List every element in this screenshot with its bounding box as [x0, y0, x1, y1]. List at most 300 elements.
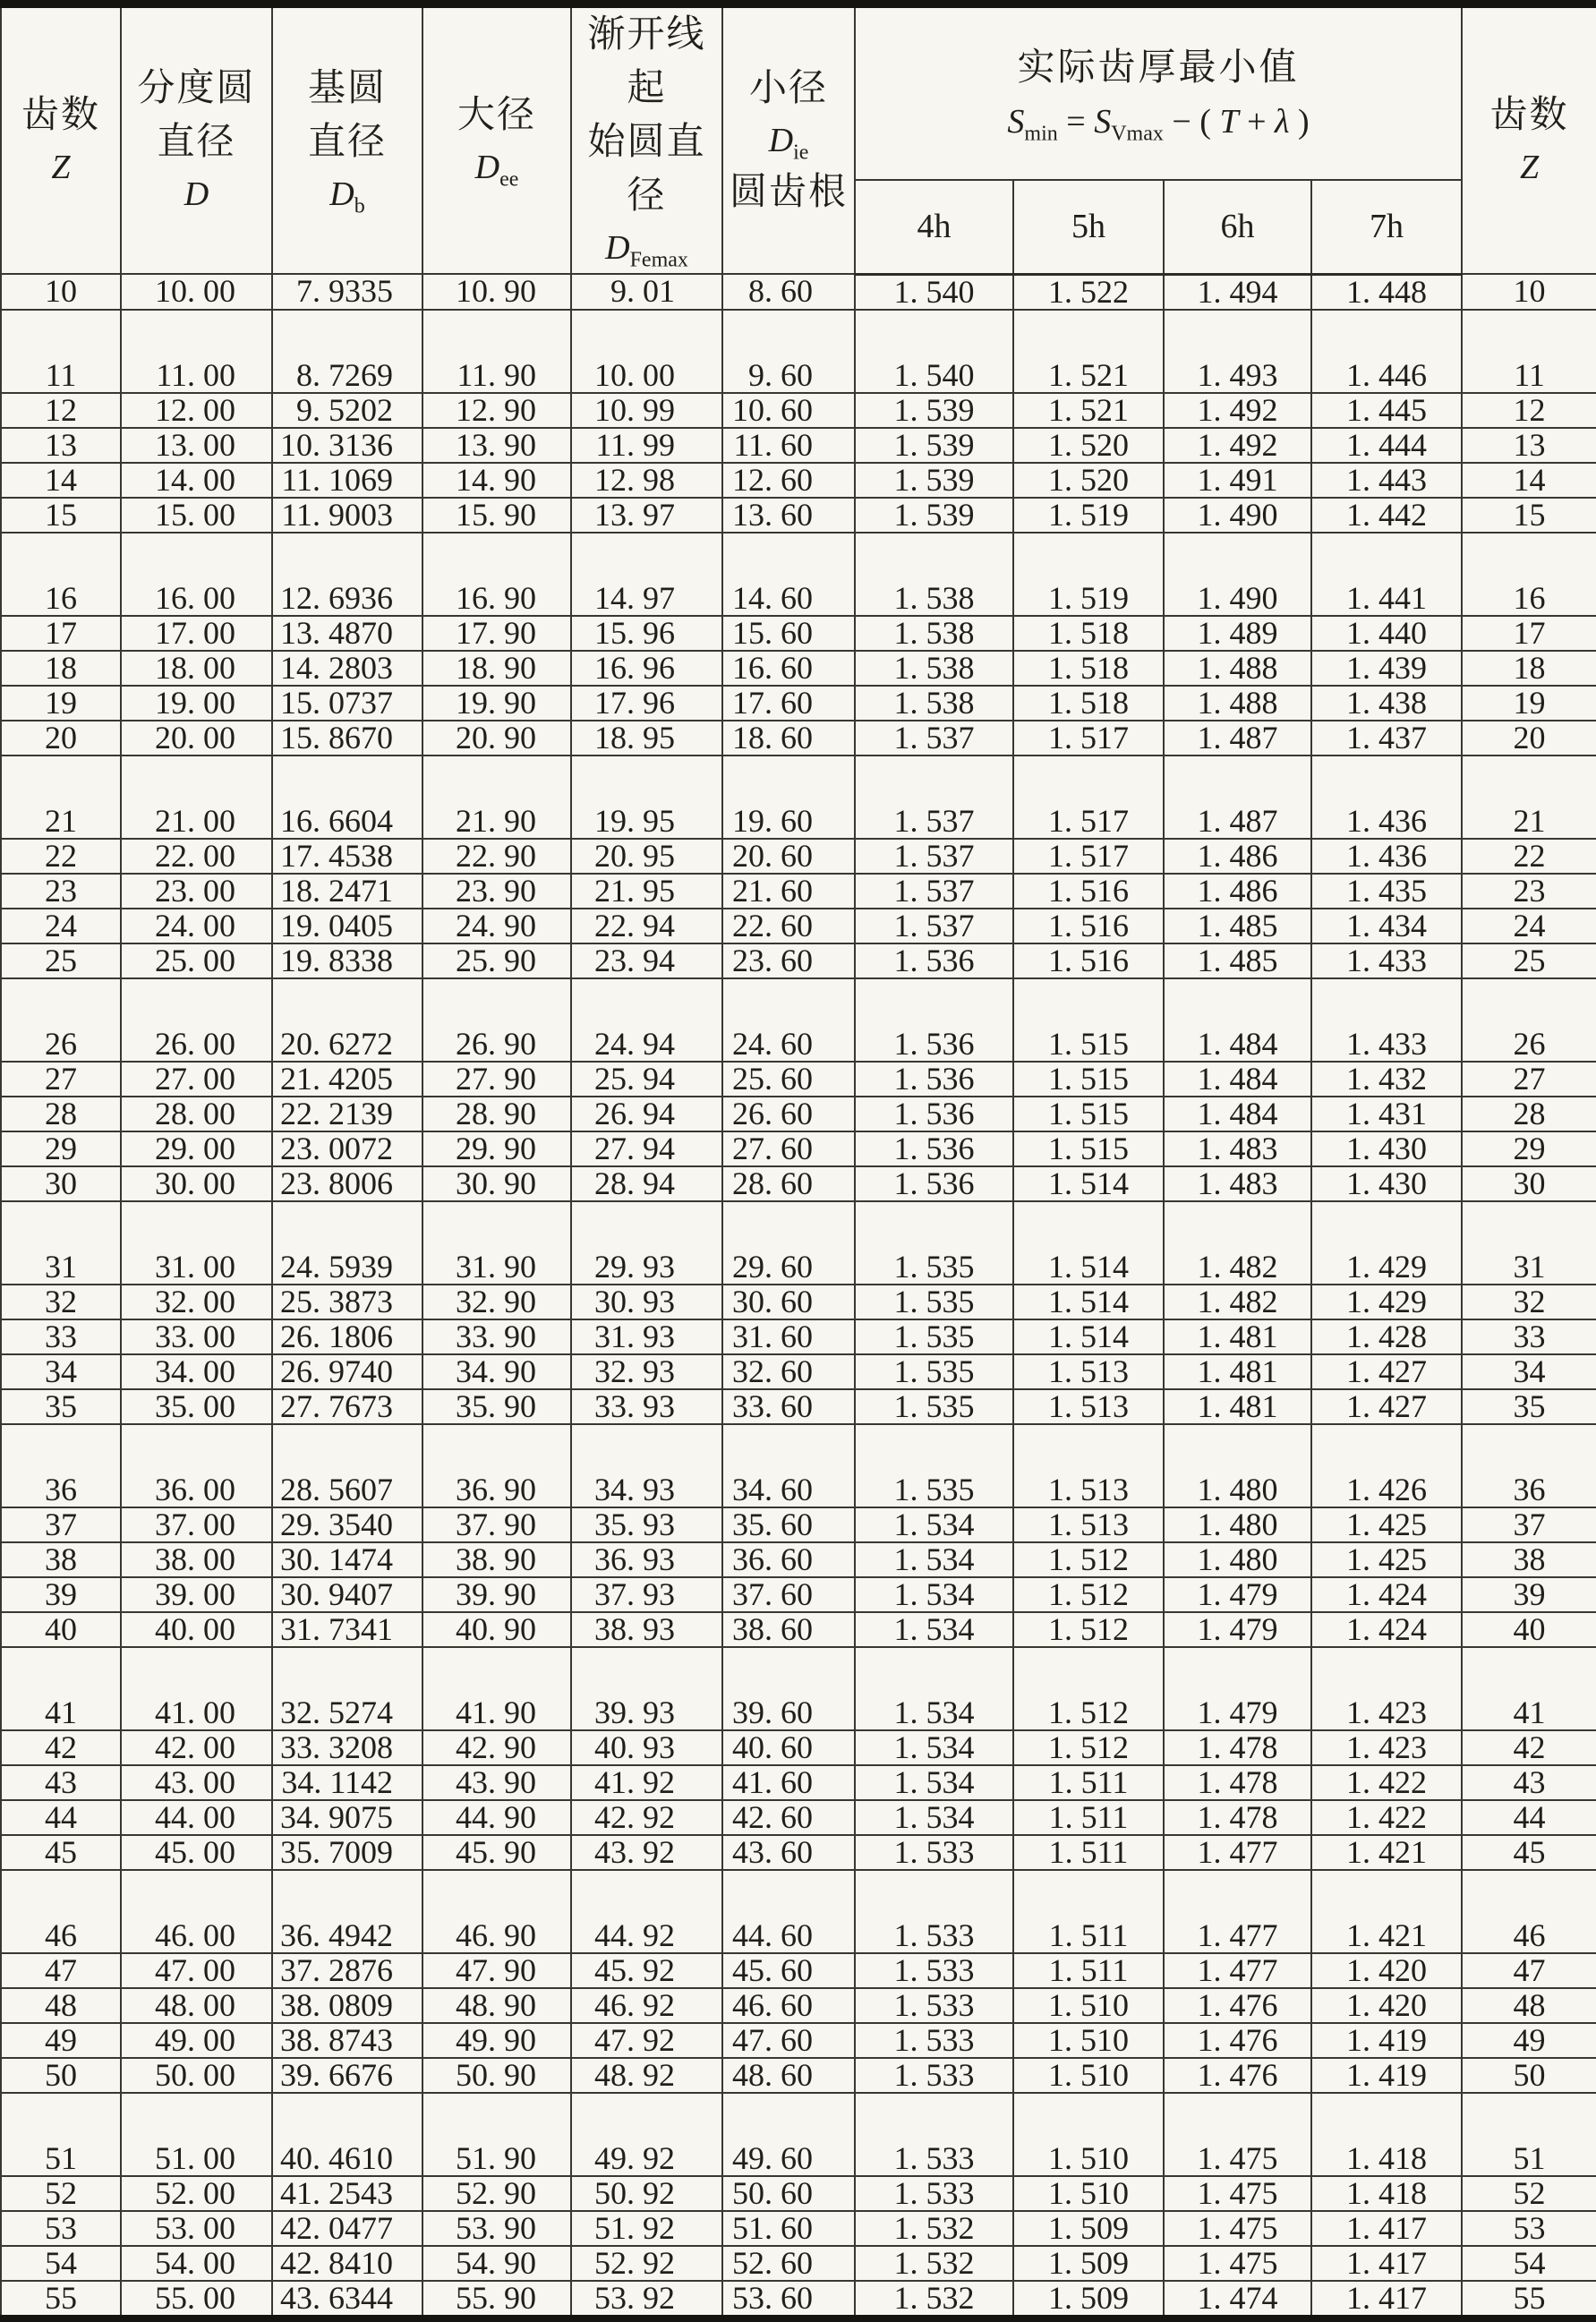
cell-pitch-diameter: 13. 00 — [121, 428, 272, 463]
cell-involute-start-diameter: 34. 93 — [571, 1424, 722, 1507]
cell-major-diameter: 14. 90 — [422, 463, 571, 498]
cell-major-diameter: 19. 90 — [422, 686, 571, 721]
cell-thickness-6h: 1. 489 — [1164, 616, 1311, 651]
cell-thickness-5h: 1. 522 — [1013, 274, 1164, 310]
cell-thickness-4h: 1. 532 — [855, 2281, 1013, 2318]
cell-major-diameter: 27. 90 — [422, 1062, 571, 1097]
cell-involute-start-diameter: 38. 93 — [571, 1612, 722, 1647]
cell-thickness-5h: 1. 512 — [1013, 1647, 1164, 1730]
cell-minor-diameter: 39. 60 — [722, 1647, 855, 1730]
table-body — [1, 274, 1596, 2318]
cell-thickness-7h: 1. 428 — [1311, 1319, 1462, 1354]
cell-thickness-5h: 1. 512 — [1013, 1542, 1164, 1577]
table-row — [1, 1612, 1596, 1647]
cell-involute-start-diameter: 45. 92 — [571, 1953, 722, 1988]
cell-teeth-right: 10 — [1462, 274, 1596, 310]
cell-major-diameter: 24. 90 — [422, 909, 571, 943]
cell-thickness-4h: 1. 537 — [855, 756, 1013, 839]
cell-involute-start-diameter: 27. 94 — [571, 1131, 722, 1166]
cell-minor-diameter: 30. 60 — [722, 1285, 855, 1319]
cell-minor-diameter: 22. 60 — [722, 909, 855, 943]
cell-minor-diameter: 32. 60 — [722, 1354, 855, 1389]
cell-teeth-left: 22 — [1, 839, 121, 874]
cell-thickness-5h: 1. 512 — [1013, 1730, 1164, 1765]
cell-thickness-6h: 1. 481 — [1164, 1354, 1311, 1389]
cell-thickness-4h: 1. 539 — [855, 498, 1013, 533]
cell-thickness-4h: 1. 535 — [855, 1319, 1013, 1354]
cell-major-diameter: 13. 90 — [422, 428, 571, 463]
cell-minor-diameter: 42. 60 — [722, 1800, 855, 1835]
cell-thickness-4h: 1. 537 — [855, 874, 1013, 909]
pitch-label-line1: 分度圆 — [137, 68, 256, 109]
cell-thickness-4h: 1. 535 — [855, 1201, 1013, 1285]
cell-base-diameter: 34. 9075 — [272, 1800, 422, 1835]
cell-thickness-6h: 1. 493 — [1164, 310, 1311, 393]
cell-teeth-right: 36 — [1462, 1424, 1596, 1507]
cell-thickness-7h: 1. 433 — [1311, 978, 1462, 1062]
cell-pitch-diameter: 12. 00 — [121, 393, 272, 428]
cell-pitch-diameter: 43. 00 — [121, 1765, 272, 1800]
cell-pitch-diameter: 29. 00 — [121, 1131, 272, 1166]
cell-thickness-5h: 1. 511 — [1013, 1835, 1164, 1870]
cell-thickness-4h: 1. 536 — [855, 1097, 1013, 1131]
cell-involute-start-diameter: 24. 94 — [571, 978, 722, 1062]
cell-teeth-left: 30 — [1, 1166, 121, 1201]
cell-major-diameter: 11. 90 — [422, 310, 571, 393]
cell-involute-start-diameter: 39. 93 — [571, 1647, 722, 1730]
cell-thickness-4h: 1. 535 — [855, 1389, 1013, 1424]
col-header-grade-4h: 4h — [855, 180, 1013, 274]
cell-teeth-right: 11 — [1462, 310, 1596, 393]
cell-involute-start-diameter: 43. 92 — [571, 1835, 722, 1870]
cell-minor-diameter: 19. 60 — [722, 756, 855, 839]
cell-thickness-5h: 1. 509 — [1013, 2281, 1164, 2318]
cell-thickness-6h: 1. 480 — [1164, 1542, 1311, 1577]
cell-thickness-5h: 1. 513 — [1013, 1389, 1164, 1424]
cell-pitch-diameter: 17. 00 — [121, 616, 272, 651]
cell-thickness-7h: 1. 417 — [1311, 2246, 1462, 2281]
cell-pitch-diameter: 36. 00 — [121, 1424, 272, 1507]
cell-thickness-4h: 1. 537 — [855, 721, 1013, 756]
cell-thickness-7h: 1. 417 — [1311, 2211, 1462, 2246]
cell-pitch-diameter: 10. 00 — [121, 274, 272, 310]
table-row — [1, 1131, 1596, 1166]
cell-teeth-right: 34 — [1462, 1354, 1596, 1389]
cell-thickness-5h: 1. 514 — [1013, 1166, 1164, 1201]
pitch-label-line2: 直径 — [157, 122, 236, 163]
cell-thickness-6h: 1. 488 — [1164, 651, 1311, 686]
cell-major-diameter: 22. 90 — [422, 839, 571, 874]
cell-involute-start-diameter: 37. 93 — [571, 1577, 722, 1612]
cell-minor-diameter: 34. 60 — [722, 1424, 855, 1507]
base-symbol: D — [329, 175, 354, 213]
cell-thickness-4h: 1. 536 — [855, 943, 1013, 978]
cell-teeth-right: 26 — [1462, 978, 1596, 1062]
cell-teeth-right: 17 — [1462, 616, 1596, 651]
cell-minor-diameter: 13. 60 — [722, 498, 855, 533]
cell-major-diameter: 38. 90 — [422, 1542, 571, 1577]
cell-thickness-7h: 1. 435 — [1311, 874, 1462, 909]
cell-pitch-diameter: 41. 00 — [121, 1647, 272, 1730]
cell-teeth-right: 33 — [1462, 1319, 1596, 1354]
cell-thickness-4h: 1. 533 — [855, 2023, 1013, 2058]
cell-teeth-right: 35 — [1462, 1389, 1596, 1424]
table-row — [1, 1166, 1596, 1201]
cell-pitch-diameter: 47. 00 — [121, 1953, 272, 1988]
cell-involute-start-diameter: 21. 95 — [571, 874, 722, 909]
cell-involute-start-diameter: 50. 92 — [571, 2176, 722, 2211]
cell-thickness-6h: 1. 474 — [1164, 2281, 1311, 2318]
cell-thickness-5h: 1. 514 — [1013, 1319, 1164, 1354]
table-row — [1, 1424, 1596, 1507]
cell-thickness-5h: 1. 513 — [1013, 1424, 1164, 1507]
cell-involute-start-diameter: 33. 93 — [571, 1389, 722, 1424]
cell-teeth-right: 47 — [1462, 1953, 1596, 1988]
cell-pitch-diameter: 53. 00 — [121, 2211, 272, 2246]
cell-pitch-diameter: 44. 00 — [121, 1800, 272, 1835]
cell-major-diameter: 31. 90 — [422, 1201, 571, 1285]
cell-teeth-left: 44 — [1, 1800, 121, 1835]
table-row — [1, 274, 1596, 310]
cell-teeth-left: 50 — [1, 2058, 121, 2093]
cell-pitch-diameter: 33. 00 — [121, 1319, 272, 1354]
cell-minor-diameter: 15. 60 — [722, 616, 855, 651]
cell-minor-diameter: 41. 60 — [722, 1765, 855, 1800]
cell-teeth-left: 55 — [1, 2281, 121, 2318]
cell-thickness-4h: 1. 535 — [855, 1354, 1013, 1389]
table-row — [1, 943, 1596, 978]
cell-thickness-6h: 1. 475 — [1164, 2211, 1311, 2246]
cell-minor-diameter: 53. 60 — [722, 2281, 855, 2318]
table-row — [1, 1354, 1596, 1389]
cell-teeth-right: 42 — [1462, 1730, 1596, 1765]
table-row — [1, 2058, 1596, 2093]
table-row — [1, 1577, 1596, 1612]
cell-involute-start-diameter: 26. 94 — [571, 1097, 722, 1131]
cell-base-diameter: 24. 5939 — [272, 1201, 422, 1285]
cell-base-diameter: 32. 5274 — [272, 1647, 422, 1730]
cell-teeth-right: 45 — [1462, 1835, 1596, 1870]
cell-teeth-left: 45 — [1, 1835, 121, 1870]
cell-thickness-6h: 1. 481 — [1164, 1389, 1311, 1424]
table-row — [1, 1389, 1596, 1424]
cell-thickness-5h: 1. 521 — [1013, 310, 1164, 393]
cell-thickness-6h: 1. 480 — [1164, 1424, 1311, 1507]
col-header-major-diameter — [422, 4, 571, 275]
col-header-pitch-diameter — [121, 4, 272, 275]
cell-pitch-diameter: 23. 00 — [121, 874, 272, 909]
cell-thickness-5h: 1. 516 — [1013, 943, 1164, 978]
cell-pitch-diameter: 31. 00 — [121, 1201, 272, 1285]
cell-teeth-left: 24 — [1, 909, 121, 943]
cell-involute-start-diameter: 10. 00 — [571, 310, 722, 393]
cell-base-diameter: 36. 4942 — [272, 1870, 422, 1953]
cell-thickness-5h: 1. 518 — [1013, 686, 1164, 721]
cell-base-diameter: 26. 9740 — [272, 1354, 422, 1389]
cell-minor-diameter: 40. 60 — [722, 1730, 855, 1765]
cell-major-diameter: 52. 90 — [422, 2176, 571, 2211]
involute-label-line1: 渐开线起 — [587, 14, 706, 109]
cell-base-diameter: 13. 4870 — [272, 616, 422, 651]
cell-thickness-5h: 1. 509 — [1013, 2246, 1164, 2281]
cell-thickness-7h: 1. 420 — [1311, 1988, 1462, 2023]
cell-teeth-left: 38 — [1, 1542, 121, 1577]
cell-teeth-right: 20 — [1462, 721, 1596, 756]
cell-major-diameter: 36. 90 — [422, 1424, 571, 1507]
cell-teeth-right: 43 — [1462, 1765, 1596, 1800]
cell-major-diameter: 55. 90 — [422, 2281, 571, 2318]
cell-minor-diameter: 26. 60 — [722, 1097, 855, 1131]
cell-thickness-5h: 1. 510 — [1013, 2176, 1164, 2211]
cell-teeth-left: 16 — [1, 533, 121, 616]
cell-thickness-6h: 1. 475 — [1164, 2093, 1311, 2176]
cell-base-diameter: 30. 1474 — [272, 1542, 422, 1577]
cell-thickness-5h: 1. 511 — [1013, 1800, 1164, 1835]
cell-minor-diameter: 44. 60 — [722, 1870, 855, 1953]
cell-thickness-5h: 1. 513 — [1013, 1507, 1164, 1542]
cell-involute-start-diameter: 9. 01 — [571, 274, 722, 310]
table-row — [1, 2023, 1596, 2058]
cell-base-diameter: 12. 6936 — [272, 533, 422, 616]
cell-involute-start-diameter: 28. 94 — [571, 1166, 722, 1201]
cell-involute-start-diameter: 25. 94 — [571, 1062, 722, 1097]
cell-minor-diameter: 16. 60 — [722, 651, 855, 686]
cell-thickness-6h: 1. 487 — [1164, 756, 1311, 839]
cell-thickness-5h: 1. 510 — [1013, 2058, 1164, 2093]
cell-major-diameter: 46. 90 — [422, 1870, 571, 1953]
cell-pitch-diameter: 18. 00 — [121, 651, 272, 686]
cell-pitch-diameter: 50. 00 — [121, 2058, 272, 2093]
cell-teeth-left: 33 — [1, 1319, 121, 1354]
cell-thickness-6h: 1. 476 — [1164, 1988, 1311, 2023]
cell-thickness-7h: 1. 443 — [1311, 463, 1462, 498]
cell-teeth-left: 53 — [1, 2211, 121, 2246]
cell-thickness-4h: 1. 534 — [855, 1647, 1013, 1730]
cell-minor-diameter: 8. 60 — [722, 274, 855, 310]
cell-thickness-5h: 1. 517 — [1013, 839, 1164, 874]
cell-teeth-left: 17 — [1, 616, 121, 651]
cell-teeth-left: 11 — [1, 310, 121, 393]
table-row — [1, 909, 1596, 943]
table-row — [1, 2176, 1596, 2211]
cell-thickness-6h: 1. 487 — [1164, 721, 1311, 756]
table-row — [1, 1953, 1596, 1988]
cell-pitch-diameter: 25. 00 — [121, 943, 272, 978]
cell-thickness-5h: 1. 516 — [1013, 909, 1164, 943]
cell-base-diameter: 29. 3540 — [272, 1507, 422, 1542]
major-label: 大径 — [457, 95, 536, 136]
cell-thickness-7h: 1. 418 — [1311, 2093, 1462, 2176]
cell-thickness-5h: 1. 511 — [1013, 1953, 1164, 1988]
table-row — [1, 1765, 1596, 1800]
cell-thickness-7h: 1. 417 — [1311, 2281, 1462, 2318]
cell-teeth-left: 15 — [1, 498, 121, 533]
cell-thickness-6h: 1. 486 — [1164, 839, 1311, 874]
cell-pitch-diameter: 45. 00 — [121, 1835, 272, 1870]
cell-minor-diameter: 20. 60 — [722, 839, 855, 874]
cell-teeth-left: 34 — [1, 1354, 121, 1389]
cell-teeth-right: 16 — [1462, 533, 1596, 616]
cell-teeth-right: 29 — [1462, 1131, 1596, 1166]
cell-minor-diameter: 21. 60 — [722, 874, 855, 909]
table-row — [1, 2211, 1596, 2246]
cell-thickness-6h: 1. 476 — [1164, 2058, 1311, 2093]
cell-base-diameter: 41. 2543 — [272, 2176, 422, 2211]
cell-pitch-diameter: 24. 00 — [121, 909, 272, 943]
cell-pitch-diameter: 19. 00 — [121, 686, 272, 721]
cell-pitch-diameter: 48. 00 — [121, 1988, 272, 2023]
cell-teeth-right: 15 — [1462, 498, 1596, 533]
cell-thickness-6h: 1. 477 — [1164, 1870, 1311, 1953]
cell-minor-diameter: 23. 60 — [722, 943, 855, 978]
cell-teeth-left: 21 — [1, 756, 121, 839]
cell-base-diameter: 17. 4538 — [272, 839, 422, 874]
cell-major-diameter: 21. 90 — [422, 756, 571, 839]
cell-minor-diameter: 37. 60 — [722, 1577, 855, 1612]
cell-thickness-7h: 1. 429 — [1311, 1201, 1462, 1285]
cell-teeth-right: 19 — [1462, 686, 1596, 721]
cell-thickness-7h: 1. 438 — [1311, 686, 1462, 721]
cell-thickness-7h: 1. 436 — [1311, 839, 1462, 874]
cell-thickness-6h: 1. 484 — [1164, 1062, 1311, 1097]
table-row — [1, 756, 1596, 839]
cell-thickness-4h: 1. 535 — [855, 1424, 1013, 1507]
cell-thickness-7h: 1. 445 — [1311, 393, 1462, 428]
cell-major-diameter: 25. 90 — [422, 943, 571, 978]
cell-teeth-right: 54 — [1462, 2246, 1596, 2281]
cell-thickness-4h: 1. 534 — [855, 1612, 1013, 1647]
cell-teeth-right: 22 — [1462, 839, 1596, 874]
cell-thickness-7h: 1. 433 — [1311, 943, 1462, 978]
cell-major-diameter: 18. 90 — [422, 651, 571, 686]
cell-major-diameter: 37. 90 — [422, 1507, 571, 1542]
cell-teeth-left: 52 — [1, 2176, 121, 2211]
cell-major-diameter: 29. 90 — [422, 1131, 571, 1166]
cell-involute-start-diameter: 13. 97 — [571, 498, 722, 533]
cell-base-diameter: 14. 2803 — [272, 651, 422, 686]
cell-pitch-diameter: 51. 00 — [121, 2093, 272, 2176]
cell-teeth-right: 53 — [1462, 2211, 1596, 2246]
cell-thickness-4h: 1. 536 — [855, 978, 1013, 1062]
cell-thickness-5h: 1. 511 — [1013, 1765, 1164, 1800]
cell-thickness-6h: 1. 485 — [1164, 943, 1311, 978]
cell-involute-start-diameter: 14. 97 — [571, 533, 722, 616]
cell-thickness-7h: 1. 425 — [1311, 1542, 1462, 1577]
major-symbol-subscript: ee — [499, 167, 519, 192]
cell-teeth-left: 26 — [1, 978, 121, 1062]
cell-teeth-right: 14 — [1462, 463, 1596, 498]
cell-pitch-diameter: 49. 00 — [121, 2023, 272, 2058]
table-row — [1, 310, 1596, 393]
cell-thickness-6h: 1. 481 — [1164, 1319, 1311, 1354]
cell-pitch-diameter: 28. 00 — [121, 1097, 272, 1131]
cell-minor-diameter: 31. 60 — [722, 1319, 855, 1354]
cell-minor-diameter: 9. 60 — [722, 310, 855, 393]
involute-label-line2: 始圆直径 — [587, 122, 706, 217]
cell-base-diameter: 38. 0809 — [272, 1988, 422, 2023]
cell-involute-start-diameter: 36. 93 — [571, 1542, 722, 1577]
cell-thickness-5h: 1. 516 — [1013, 874, 1164, 909]
cell-involute-start-diameter: 44. 92 — [571, 1870, 722, 1953]
cell-thickness-5h: 1. 521 — [1013, 393, 1164, 428]
cell-major-diameter: 48. 90 — [422, 1988, 571, 2023]
cell-involute-start-diameter: 22. 94 — [571, 909, 722, 943]
cell-teeth-left: 25 — [1, 943, 121, 978]
cell-teeth-right: 50 — [1462, 2058, 1596, 2093]
cell-pitch-diameter: 11. 00 — [121, 310, 272, 393]
cell-base-diameter: 39. 6676 — [272, 2058, 422, 2093]
col-header-base-diameter — [272, 4, 422, 275]
cell-teeth-left: 13 — [1, 428, 121, 463]
table-row — [1, 1835, 1596, 1870]
cell-pitch-diameter: 54. 00 — [121, 2246, 272, 2281]
cell-pitch-diameter: 32. 00 — [121, 1285, 272, 1319]
cell-thickness-4h: 1. 539 — [855, 463, 1013, 498]
cell-teeth-left: 43 — [1, 1765, 121, 1800]
cell-base-diameter: 7. 9335 — [272, 274, 422, 310]
cell-thickness-7h: 1. 436 — [1311, 756, 1462, 839]
cell-thickness-4h: 1. 532 — [855, 2211, 1013, 2246]
cell-involute-start-diameter: 48. 92 — [571, 2058, 722, 2093]
col-header-involute-start-diameter — [571, 4, 722, 275]
cell-major-diameter: 42. 90 — [422, 1730, 571, 1765]
cell-teeth-left: 42 — [1, 1730, 121, 1765]
cell-thickness-4h: 1. 538 — [855, 651, 1013, 686]
table-row — [1, 1507, 1596, 1542]
cell-thickness-6h: 1. 483 — [1164, 1166, 1311, 1201]
cell-thickness-7h: 1. 437 — [1311, 721, 1462, 756]
cell-thickness-6h: 1. 492 — [1164, 428, 1311, 463]
cell-minor-diameter: 12. 60 — [722, 463, 855, 498]
cell-teeth-right: 13 — [1462, 428, 1596, 463]
cell-teeth-left: 10 — [1, 274, 121, 310]
cell-pitch-diameter: 37. 00 — [121, 1507, 272, 1542]
cell-thickness-6h: 1. 478 — [1164, 1765, 1311, 1800]
cell-thickness-7h: 1. 421 — [1311, 1835, 1462, 1870]
cell-thickness-7h: 1. 418 — [1311, 2176, 1462, 2211]
cell-thickness-5h: 1. 509 — [1013, 2211, 1164, 2246]
cell-thickness-7h: 1. 422 — [1311, 1765, 1462, 1800]
cell-pitch-diameter: 26. 00 — [121, 978, 272, 1062]
cell-minor-diameter: 27. 60 — [722, 1131, 855, 1166]
cell-teeth-right: 52 — [1462, 2176, 1596, 2211]
cell-base-diameter: 23. 8006 — [272, 1166, 422, 1201]
cell-major-diameter: 15. 90 — [422, 498, 571, 533]
col-header-grade-5h: 5h — [1013, 180, 1164, 274]
cell-minor-diameter: 36. 60 — [722, 1542, 855, 1577]
cell-teeth-left: 19 — [1, 686, 121, 721]
cell-minor-diameter: 33. 60 — [722, 1389, 855, 1424]
cell-pitch-diameter: 27. 00 — [121, 1062, 272, 1097]
cell-base-diameter: 20. 6272 — [272, 978, 422, 1062]
teeth-left-symbol: Z — [51, 149, 71, 186]
cell-base-diameter: 33. 3208 — [272, 1730, 422, 1765]
cell-involute-start-diameter: 32. 93 — [571, 1354, 722, 1389]
cell-teeth-right: 28 — [1462, 1097, 1596, 1131]
cell-pitch-diameter: 30. 00 — [121, 1166, 272, 1201]
cell-thickness-4h: 1. 533 — [855, 2176, 1013, 2211]
cell-minor-diameter: 14. 60 — [722, 533, 855, 616]
cell-teeth-left: 51 — [1, 2093, 121, 2176]
cell-thickness-7h: 1. 420 — [1311, 1953, 1462, 1988]
cell-teeth-right: 32 — [1462, 1285, 1596, 1319]
cell-teeth-left: 20 — [1, 721, 121, 756]
cell-minor-diameter: 11. 60 — [722, 428, 855, 463]
cell-major-diameter: 33. 90 — [422, 1319, 571, 1354]
teeth-left-label: 齿数 — [21, 95, 100, 136]
cell-thickness-4h: 1. 536 — [855, 1166, 1013, 1201]
base-label-line2: 直径 — [307, 122, 387, 163]
